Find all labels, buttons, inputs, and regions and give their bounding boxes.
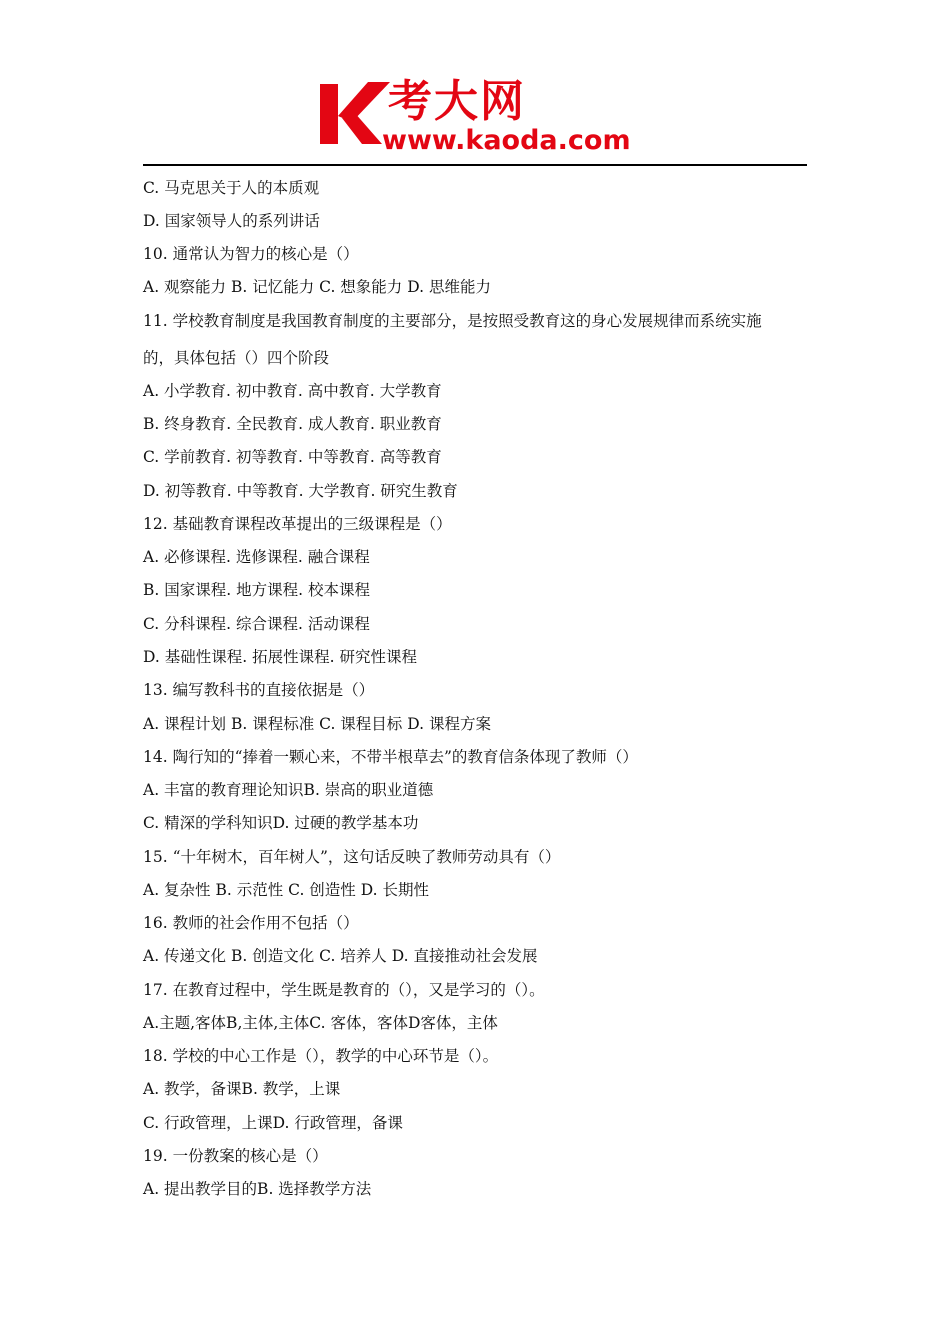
text-line: A. 必修课程. 选修课程. 融合课程 bbox=[143, 548, 370, 566]
text-line: C. 精深的学科知识D. 过硬的教学基本功 bbox=[143, 814, 419, 832]
text-line: 19. 一份教案的核心是（） bbox=[143, 1147, 328, 1165]
text-line: A. 观察能力 B. 记忆能力 C. 想象能力 D. 思维能力 bbox=[143, 278, 491, 296]
text-line: A.主题,客体B,主体,主体C. 客体，客体D客体，主体 bbox=[143, 1014, 498, 1032]
logo-url-text: www.kaoda.com bbox=[382, 125, 631, 156]
text-line: A. 丰富的教育理论知识B. 崇高的职业道德 bbox=[143, 781, 434, 799]
text-line: 16. 教师的社会作用不包括（） bbox=[143, 914, 359, 932]
logo-brand-text: 考大网 bbox=[388, 76, 526, 127]
kaoda-logo bbox=[318, 78, 648, 158]
text-line: D. 初等教育. 中等教育. 大学教育. 研究生教育 bbox=[143, 482, 458, 500]
text-line: C. 行政管理，上课D. 行政管理，备课 bbox=[143, 1114, 403, 1132]
text-line: 的，具体包括（）四个阶段 bbox=[143, 349, 330, 367]
text-line: B. 国家课程. 地方课程. 校本课程 bbox=[143, 581, 370, 599]
text-line: A. 复杂性 B. 示范性 C. 创造性 D. 长期性 bbox=[143, 881, 429, 899]
text-line: A. 传递文化 B. 创造文化 C. 培养人 D. 直接推动社会发展 bbox=[143, 947, 538, 965]
text-line: A. 提出教学目的B. 选择教学方法 bbox=[143, 1180, 372, 1198]
text-line: C. 马克思关于人的本质观 bbox=[143, 179, 320, 197]
text-line: 17. 在教育过程中，学生既是教育的（），又是学习的（）。 bbox=[143, 981, 545, 999]
text-line: A. 教学，备课B. 教学，上课 bbox=[143, 1080, 341, 1098]
text-line: 12. 基础教育课程改革提出的三级课程是（） bbox=[143, 515, 452, 533]
text-line: 11. 学校教育制度是我国教育制度的主要部分，是按照受教育这的身心发展规律而系统实施 bbox=[143, 312, 762, 330]
text-line: 10. 通常认为智力的核心是（） bbox=[143, 245, 359, 263]
text-line: A. 课程计划 B. 课程标准 C. 课程目标 D. 课程方案 bbox=[143, 715, 491, 733]
text-line: D. 国家领导人的系列讲话 bbox=[143, 212, 320, 230]
text-line: 18. 学校的中心工作是（），教学的中心环节是（）。 bbox=[143, 1047, 499, 1065]
text-line: D. 基础性课程. 拓展性课程. 研究性课程 bbox=[143, 648, 417, 666]
text-line: C. 学前教育. 初等教育. 中等教育. 高等教育 bbox=[143, 448, 442, 466]
text-line: 14. 陶行知的“捧着一颗心来，不带半根草去”的教育信条体现了教师（） bbox=[143, 748, 638, 766]
text-line: 13. 编写教科书的直接依据是（） bbox=[143, 681, 375, 699]
text-line: C. 分科课程. 综合课程. 活动课程 bbox=[143, 615, 370, 633]
text-line: B. 终身教育. 全民教育. 成人教育. 职业教育 bbox=[143, 415, 442, 433]
text-line: 15. “十年树木，百年树人”，这句话反映了教师劳动具有（） bbox=[143, 848, 561, 866]
header-divider bbox=[143, 164, 807, 166]
text-line: A. 小学教育. 初中教育. 高中教育. 大学教育 bbox=[143, 382, 442, 400]
